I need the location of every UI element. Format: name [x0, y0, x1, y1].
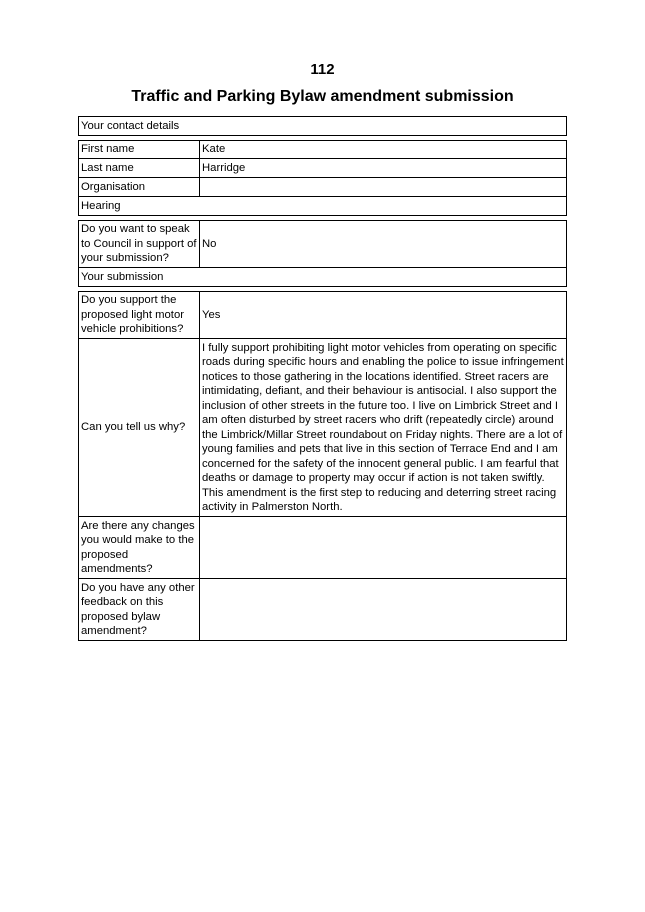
row-support-prohibitions [78, 291, 567, 339]
submission-form [78, 116, 567, 641]
row-other-feedback [78, 579, 567, 641]
row-last-name [78, 159, 567, 178]
row-organisation [78, 178, 567, 197]
field-value: Yes [202, 308, 221, 321]
section-contact-details [78, 116, 567, 136]
section-heading: Hearing [81, 199, 121, 212]
row-changes [78, 517, 567, 579]
section-heading: Your contact details [81, 119, 180, 132]
field-value: No [202, 237, 217, 250]
field-value [200, 579, 566, 640]
field-value [200, 178, 566, 196]
row-speak-to-council [78, 220, 567, 268]
page-number: 112 [310, 61, 335, 78]
field-label: Organisation [79, 178, 200, 196]
section-your-submission [78, 268, 567, 287]
field-label: Do you have any other feedback on this proposed bylaw amendment? [79, 579, 200, 640]
row-first-name [78, 140, 567, 159]
field-label: Do you want to speak to Council in support of your submission? [79, 221, 200, 267]
field-value [200, 517, 566, 578]
field-label: Do you support the proposed light motor vehicle prohibitions? [79, 292, 200, 338]
field-label: Last name [79, 159, 200, 177]
row-tell-us-why [78, 339, 567, 517]
field-label: Can you tell us why? [79, 339, 200, 516]
field-value: I fully support prohibiting light motor vehicles from operating on specific roads during specific hours and enabling the police to issue infringement notices to those gathering in the locations identified. Street racers are intimidating, defiant, and their behaviour is antisocial. I also support the inclusion of other streets in the future too. I live on Limbrick Street and I am often disturbed by street racers who drift (repeatedly circle) around the Limbrick/Millar Street roundabout on Friday nights. There are a lot of young families and pets that live in this section of Terrace End and I am concerned for the safety of the innocent general public. I am fearful that deaths or damage to property may occur if action is not taken swiftly. This amendment is the first step to reducing and deterring street racing activity in Palmerston North. [202, 341, 564, 513]
field-label: Are there any changes you would make to the proposed amendments? [79, 517, 200, 578]
field-label: First name [79, 141, 200, 158]
page-title: Traffic and Parking Bylaw amendment submission [131, 88, 514, 105]
field-value: Kate [202, 143, 226, 156]
section-heading: Your submission [81, 270, 164, 283]
field-value: Harridge [202, 161, 246, 174]
section-hearing [78, 197, 567, 216]
